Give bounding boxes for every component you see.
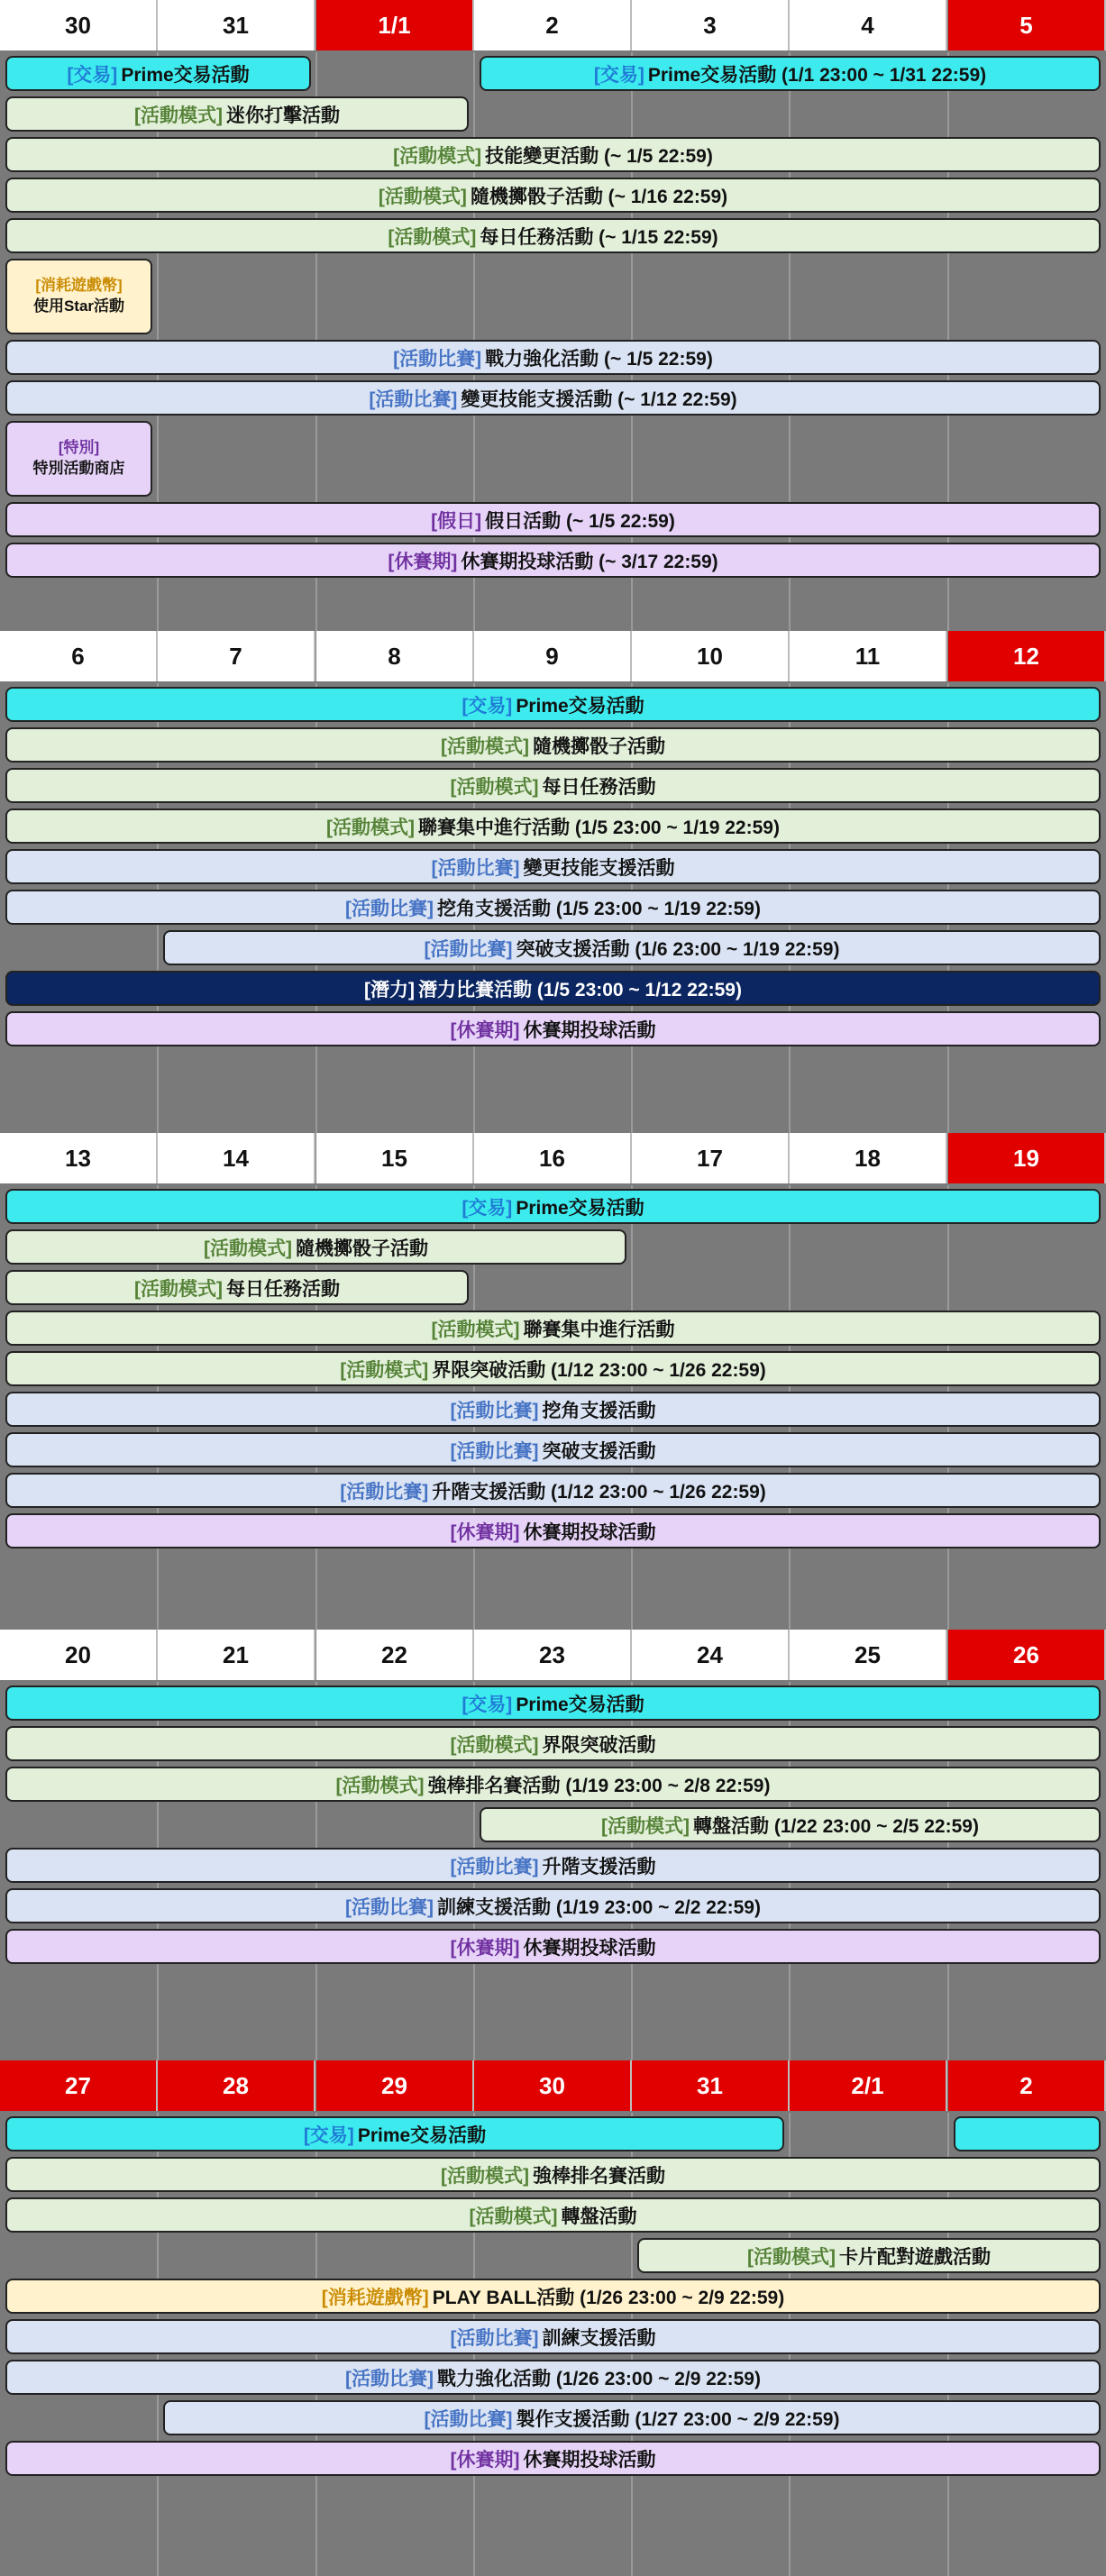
event-category-tag: [活動比賽] bbox=[393, 348, 482, 370]
event-title: 轉盤活動 (1/22 23:00 ~ 2/5 22:59) bbox=[693, 1815, 979, 1837]
event-category-tag: [活動比賽] bbox=[369, 388, 458, 410]
event-category-tag: [活動模式] bbox=[441, 735, 529, 757]
day-header[interactable]: 20 bbox=[0, 1630, 158, 1680]
event-bar-special[interactable] bbox=[5, 421, 152, 497]
event-category-tag: [活動比賽] bbox=[345, 2368, 434, 2389]
event-bar-match[interactable] bbox=[5, 1888, 1101, 1923]
event-bar-mode[interactable] bbox=[5, 1311, 1101, 1346]
day-header[interactable]: 1/1 bbox=[316, 0, 474, 50]
day-header[interactable]: 23 bbox=[474, 1630, 632, 1680]
event-bar-offseason[interactable] bbox=[5, 1513, 1101, 1548]
event-title: 強棒排名賽活動 (1/19 23:00 ~ 2/8 22:59) bbox=[427, 1775, 771, 1796]
event-bar-mode[interactable] bbox=[5, 178, 1101, 213]
event-title: Prime交易活動 bbox=[516, 1197, 644, 1219]
event-category-tag: [活動模式] bbox=[388, 226, 477, 248]
event-category-tag: [活動比賽] bbox=[345, 1896, 434, 1918]
day-header[interactable]: 2 bbox=[474, 0, 632, 50]
event-bar-mode[interactable] bbox=[637, 2238, 1101, 2273]
event-title: 隨機擲骰子活動 bbox=[296, 1238, 428, 1259]
event-category-tag: [交易] bbox=[462, 695, 513, 717]
day-header[interactable]: 17 bbox=[632, 1133, 790, 1183]
event-bar-match[interactable] bbox=[5, 2319, 1101, 2354]
event-title: 休賽期投球活動 bbox=[523, 1019, 656, 1041]
event-category-tag: [活動比賽] bbox=[424, 2408, 513, 2430]
event-bar-holiday[interactable] bbox=[5, 502, 1101, 537]
day-header[interactable]: 12 bbox=[948, 631, 1106, 681]
event-bar-match[interactable] bbox=[5, 849, 1101, 884]
day-header[interactable]: 22 bbox=[316, 1630, 474, 1680]
event-bar-coin[interactable] bbox=[5, 259, 152, 334]
event-bar-mode[interactable] bbox=[5, 1229, 626, 1265]
event-title: 技能變更活動 (~ 1/5 22:59) bbox=[485, 145, 713, 167]
event-category-tag: [交易] bbox=[67, 64, 118, 86]
event-title: 戰力強化活動 (1/26 23:00 ~ 2/9 22:59) bbox=[437, 2368, 761, 2389]
event-bar-coin[interactable] bbox=[5, 2279, 1101, 2314]
event-bar-match[interactable] bbox=[5, 380, 1101, 416]
day-header[interactable]: 14 bbox=[158, 1133, 315, 1183]
event-bar-mode[interactable] bbox=[5, 218, 1101, 253]
event-bar-mode[interactable] bbox=[5, 1767, 1101, 1802]
event-title: 休賽期投球活動 bbox=[523, 1937, 656, 1959]
event-title: Prime交易活動 bbox=[516, 1694, 644, 1715]
event-category-tag: [休賽期] bbox=[388, 551, 458, 572]
event-title: 潛力比賽活動 (1/5 23:00 ~ 1/12 22:59) bbox=[418, 979, 742, 1000]
event-category-tag: [交易] bbox=[462, 1694, 513, 1715]
event-bar-mode[interactable] bbox=[5, 137, 1101, 172]
event-bar-trade[interactable] bbox=[5, 1189, 1101, 1224]
event-bar-trade[interactable] bbox=[954, 2116, 1101, 2151]
event-bar-mode[interactable] bbox=[5, 768, 1101, 803]
day-header[interactable]: 31 bbox=[632, 2060, 790, 2111]
event-category-tag: [消耗遊戲幣] bbox=[321, 2287, 429, 2308]
event-category-tag: [休賽期] bbox=[450, 1521, 520, 1543]
event-category-tag: [潛力] bbox=[364, 979, 416, 1000]
day-header[interactable]: 26 bbox=[948, 1630, 1106, 1680]
event-title: 變更技能支援活動 bbox=[523, 857, 675, 879]
event-bar-mode[interactable] bbox=[5, 727, 1101, 763]
event-category-tag: [活動模式] bbox=[393, 145, 482, 167]
day-header[interactable]: 10 bbox=[632, 631, 790, 681]
event-bar-trade[interactable] bbox=[5, 2116, 784, 2151]
event-title: 每日任務活動 (~ 1/15 22:59) bbox=[480, 226, 718, 248]
event-category-tag: [活動模式] bbox=[340, 1359, 429, 1381]
event-bar-match[interactable] bbox=[5, 890, 1101, 925]
event-title: 每日任務活動 bbox=[542, 776, 656, 798]
event-title: 突破支援活動 bbox=[542, 1440, 656, 1462]
event-title: 製作支援活動 (1/27 23:00 ~ 2/9 22:59) bbox=[516, 2408, 840, 2430]
event-title: 訓練支援活動 (1/19 23:00 ~ 2/2 22:59) bbox=[437, 1896, 761, 1918]
event-bar-match[interactable] bbox=[5, 1432, 1101, 1467]
day-header[interactable]: 25 bbox=[790, 1630, 947, 1680]
event-category-tag: [活動模式] bbox=[204, 1238, 292, 1259]
event-category-tag: [休賽期] bbox=[450, 1937, 520, 1959]
day-header[interactable]: 9 bbox=[474, 631, 632, 681]
event-category-tag: [休賽期] bbox=[450, 2449, 520, 2471]
event-title: 隨機擲骰子活動 bbox=[533, 735, 665, 757]
event-bar-match[interactable] bbox=[163, 2400, 1101, 2435]
event-category-tag: [活動比賽] bbox=[345, 898, 434, 919]
event-bar-mode[interactable] bbox=[5, 1351, 1101, 1386]
event-title: 休賽期投球活動 bbox=[523, 2449, 656, 2471]
event-title: 聯賽集中進行活動 (1/5 23:00 ~ 1/19 22:59) bbox=[418, 817, 780, 838]
event-title: 挖角支援活動 bbox=[542, 1400, 656, 1421]
event-category-tag: [活動模式] bbox=[450, 776, 539, 798]
day-header[interactable]: 24 bbox=[632, 1630, 790, 1680]
event-category-tag: [特別] bbox=[58, 439, 100, 457]
event-bar-mode[interactable] bbox=[5, 96, 469, 132]
event-category-tag: [活動比賽] bbox=[450, 2327, 539, 2349]
event-category-tag: [活動模式] bbox=[335, 1775, 425, 1796]
event-title: 每日任務活動 bbox=[226, 1278, 340, 1300]
event-category-tag: [活動比賽] bbox=[340, 1481, 429, 1503]
event-bar-potential[interactable] bbox=[5, 971, 1101, 1006]
event-category-tag: [活動比賽] bbox=[450, 1440, 539, 1462]
event-category-tag: [活動模式] bbox=[134, 1278, 223, 1300]
day-header[interactable]: 15 bbox=[316, 1133, 474, 1183]
event-bar-trade[interactable] bbox=[5, 687, 1101, 722]
event-title: 挖角支援活動 (1/5 23:00 ~ 1/19 22:59) bbox=[437, 898, 761, 919]
event-title: 訓練支援活動 bbox=[542, 2327, 656, 2349]
event-title: Prime交易活動 (1/1 23:00 ~ 1/31 22:59) bbox=[647, 64, 987, 86]
event-bar-mode[interactable] bbox=[5, 2157, 1101, 2192]
event-bar-match[interactable] bbox=[5, 1848, 1101, 1883]
day-header[interactable]: 16 bbox=[474, 1133, 632, 1183]
event-category-tag: [活動模式] bbox=[326, 817, 416, 838]
day-header[interactable]: 27 bbox=[0, 2060, 158, 2111]
event-category-tag: [活動模式] bbox=[450, 1734, 539, 1756]
event-bar-match[interactable] bbox=[5, 1392, 1101, 1427]
event-bar-mode[interactable] bbox=[5, 1726, 1101, 1761]
event-bar-match[interactable] bbox=[163, 930, 1101, 965]
day-header[interactable]: 3 bbox=[632, 0, 790, 50]
week-block bbox=[0, 631, 1106, 1133]
event-category-tag: [活動模式] bbox=[134, 105, 223, 126]
event-title: 假日活動 (~ 1/5 22:59) bbox=[485, 510, 675, 532]
event-category-tag: [消耗遊戲幣] bbox=[35, 277, 123, 295]
event-bar-mode[interactable] bbox=[480, 1807, 1101, 1842]
day-header[interactable]: 13 bbox=[0, 1133, 158, 1183]
event-category-tag: [活動模式] bbox=[431, 1319, 520, 1340]
event-category-tag: [活動模式] bbox=[747, 2246, 836, 2268]
day-header[interactable]: 31 bbox=[158, 0, 315, 50]
event-title: 聯賽集中進行活動 bbox=[523, 1319, 675, 1340]
event-title: Prime交易活動 bbox=[516, 695, 644, 717]
week-block bbox=[0, 2060, 1106, 2576]
event-category-tag: [假日] bbox=[431, 510, 482, 532]
day-header[interactable]: 11 bbox=[790, 631, 947, 681]
event-bar-match[interactable] bbox=[5, 2360, 1101, 2395]
event-title: 轉盤活動 bbox=[561, 2206, 637, 2227]
event-bar-offseason[interactable] bbox=[5, 1011, 1101, 1046]
event-category-tag: [活動模式] bbox=[469, 2206, 558, 2227]
event-category-tag: [活動比賽] bbox=[424, 938, 513, 960]
event-category-tag: [交易] bbox=[462, 1197, 513, 1219]
event-title: 隨機擲骰子活動 (~ 1/16 22:59) bbox=[470, 186, 728, 207]
day-header[interactable]: 18 bbox=[790, 1133, 947, 1183]
event-title: 強棒排名賽活動 bbox=[533, 2165, 665, 2187]
event-category-tag: [交易] bbox=[303, 2124, 354, 2146]
event-title: 戰力強化活動 (~ 1/5 22:59) bbox=[485, 348, 713, 370]
day-header[interactable]: 29 bbox=[316, 2060, 474, 2111]
event-bar-trade[interactable] bbox=[5, 1685, 1101, 1721]
event-title: 特別活動商店 bbox=[32, 460, 125, 477]
event-title: 升階支援活動 (1/12 23:00 ~ 1/26 22:59) bbox=[432, 1481, 766, 1503]
day-header[interactable]: 6 bbox=[0, 631, 158, 681]
event-category-tag: [活動模式] bbox=[441, 2165, 529, 2187]
week-block bbox=[0, 1630, 1106, 2060]
day-header[interactable]: 2 bbox=[948, 2060, 1106, 2111]
event-title: 升階支援活動 bbox=[542, 1856, 656, 1877]
day-header[interactable]: 8 bbox=[316, 631, 474, 681]
event-category-tag: [活動比賽] bbox=[431, 857, 520, 879]
event-title: 卡片配對遊戲活動 bbox=[839, 2246, 991, 2268]
event-title: 突破支援活動 (1/6 23:00 ~ 1/19 22:59) bbox=[516, 938, 840, 960]
event-category-tag: [交易] bbox=[593, 64, 644, 86]
event-bar-match[interactable] bbox=[5, 1473, 1101, 1508]
week-block bbox=[0, 0, 1106, 631]
event-title: Prime交易活動 bbox=[357, 2124, 487, 2146]
event-title: 界限突破活動 bbox=[542, 1734, 656, 1756]
event-bar-offseason[interactable] bbox=[5, 1929, 1101, 1964]
event-title: 休賽期投球活動 (~ 3/17 22:59) bbox=[461, 551, 718, 572]
week-block bbox=[0, 1133, 1106, 1630]
day-header[interactable]: 19 bbox=[948, 1133, 1106, 1183]
event-title: 使用Star活動 bbox=[32, 297, 125, 315]
event-category-tag: [活動模式] bbox=[378, 186, 467, 207]
event-bar-mode[interactable] bbox=[5, 1270, 469, 1305]
event-title: Prime交易活動 bbox=[121, 64, 250, 86]
day-header[interactable]: 7 bbox=[158, 631, 315, 681]
event-bar-trade[interactable] bbox=[480, 56, 1101, 91]
event-bar-trade[interactable] bbox=[5, 56, 311, 91]
day-header[interactable]: 30 bbox=[0, 0, 158, 50]
day-header[interactable]: 4 bbox=[790, 0, 947, 50]
event-bar-offseason[interactable] bbox=[5, 2441, 1101, 2476]
day-header[interactable]: 5 bbox=[948, 0, 1106, 50]
event-title: PLAY BALL活動 (1/26 23:00 ~ 2/9 22:59) bbox=[432, 2287, 785, 2308]
day-header[interactable]: 2/1 bbox=[790, 2060, 947, 2111]
event-bar-offseason[interactable] bbox=[5, 543, 1101, 578]
event-title: 變更技能支援活動 (~ 1/12 22:59) bbox=[461, 388, 737, 410]
event-bar-mode[interactable] bbox=[5, 808, 1101, 844]
event-title: 休賽期投球活動 bbox=[523, 1521, 656, 1543]
day-header[interactable]: 28 bbox=[158, 2060, 315, 2111]
event-category-tag: [休賽期] bbox=[450, 1019, 520, 1041]
event-bar-match[interactable] bbox=[5, 340, 1101, 375]
event-category-tag: [活動比賽] bbox=[450, 1400, 539, 1421]
day-header[interactable]: 30 bbox=[474, 2060, 632, 2111]
event-title: 界限突破活動 (1/12 23:00 ~ 1/26 22:59) bbox=[432, 1359, 766, 1381]
event-bar-mode[interactable] bbox=[5, 2197, 1101, 2233]
event-title: 迷你打擊活動 bbox=[226, 105, 340, 126]
day-header[interactable]: 21 bbox=[158, 1630, 315, 1680]
event-category-tag: [活動比賽] bbox=[450, 1856, 539, 1877]
event-category-tag: [活動模式] bbox=[601, 1815, 690, 1837]
